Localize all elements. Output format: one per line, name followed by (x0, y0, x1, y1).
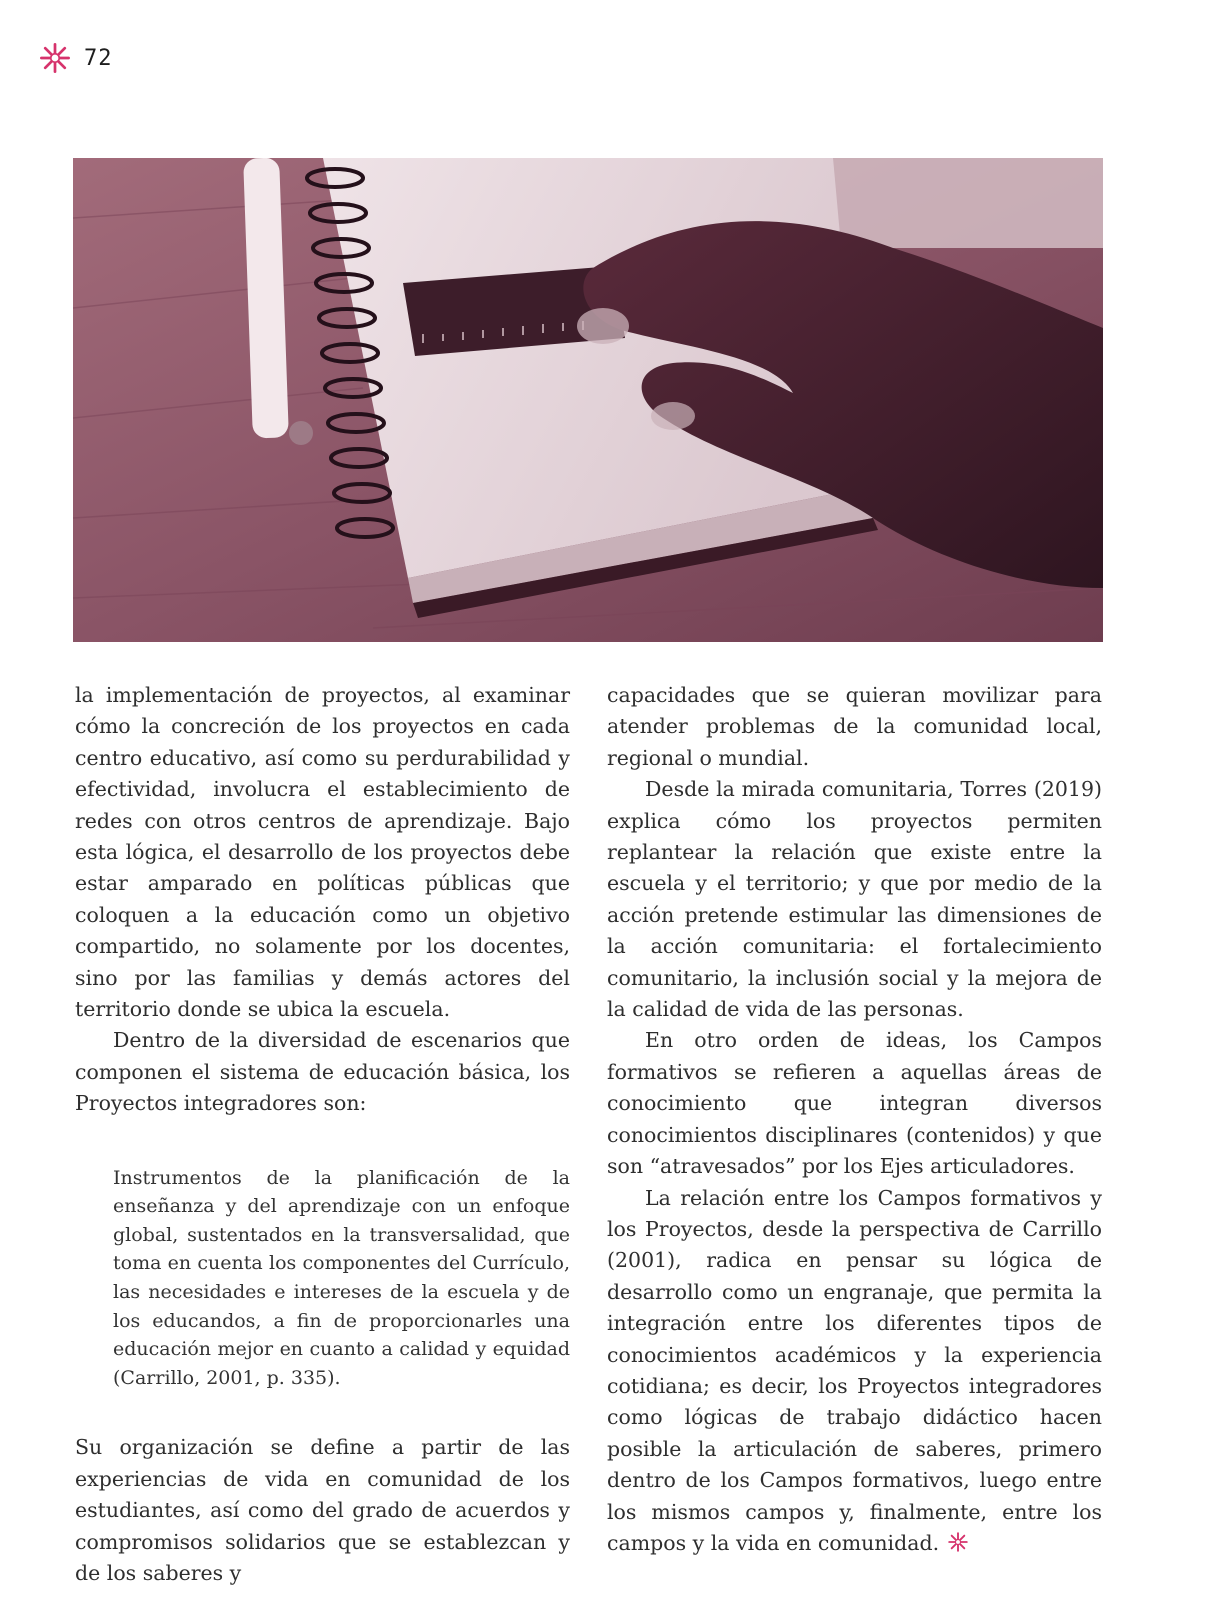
page-header (38, 42, 113, 74)
left-paragraph-3: Su organización se define a partir de las experiencias de vida en comunidad de los estudiantes, así como del grado de acuerdos y compromisos solidarios que se establezcan y de los saberes y (75, 1435, 570, 1586)
block-quote-carrillo: Instrumentos de la planificación de la enseñanza y del aprendizaje con un enfoque global, sustentados en la transversalidad, que toma en cuenta los componentes del Currículo, las necesidades e intereses de la escuela y de los educandos, a fin de proporcionarles una educación mejor en cuanto a calidad y equidad (Carrillo, 2001, p. 335). (113, 1166, 570, 1389)
right-paragraph-3: En otro orden de ideas, los Campos formativos se refieren a aquellas áreas de conocimiento que integran diversos conocimientos disciplinares (contenidos) y que son “atravesados” por los Ejes articuladores. (607, 1028, 1102, 1179)
page-number: 72 (84, 45, 113, 71)
right-column (607, 680, 1102, 1559)
right-paragraph-2: Desde la mirada comunitaria, Torres (2019) explica cómo los proyectos permiten replantear la relación que existe entre la escuela y el territorio; y que por medio de la acción pretende estimular las dimensiones de la acción comunitaria: el fortalecimiento comunitario, la inclusión social y la mejora de la calidad de vida de las personas. (607, 777, 1102, 1022)
right-paragraph-4-text: La relación entre los Campos formativos y los Proyectos, desde la perspectiva de Carrillo (2001), radica en pensar su lógica de desarrollo como un engranaje, que permita la integración entre los diferentes tipos de conocimientos académicos y la experiencia cotidiana; es decir, los Proyectos integradores como lógicas de trabajo didáctico hacen posible la articulación de saberes, primero dentro de los Campos formativos, luego entre los mismos campos y, finalmente, entre los campos y la vida en comunidad. (607, 1185, 1102, 1555)
left-paragraph-1: la implementación de proyectos, al examinar cómo la concreción de los proyectos en cada centro educativo, así como su perdurabilidad y efectividad, involucra el establecimiento de redes con otros centros de aprendizaje. Bajo esta lógica, el desarrollo de los proyectos debe estar amparado en políticas públicas que coloquen a la educación como un objetivo compartido, no solamente por los docentes, sino por las familias y demás actores del territorio donde se ubica la escuela. (75, 683, 570, 1022)
photo-illustration (73, 158, 1103, 642)
notebook-photo (73, 158, 1103, 642)
end-of-article-icon (947, 1531, 969, 1553)
left-paragraph-2: Dentro de la diversidad de escenarios que componen el sistema de educación básica, los Proyectos integradores son: (75, 1028, 570, 1116)
left-column (75, 680, 570, 1589)
right-paragraph-4 (607, 1183, 1102, 1560)
asterisk-flower-icon (38, 41, 72, 75)
right-paragraph-1: capacidades que se quieran movilizar para atender problemas de la comunidad local, regional o mundial. (607, 683, 1102, 770)
